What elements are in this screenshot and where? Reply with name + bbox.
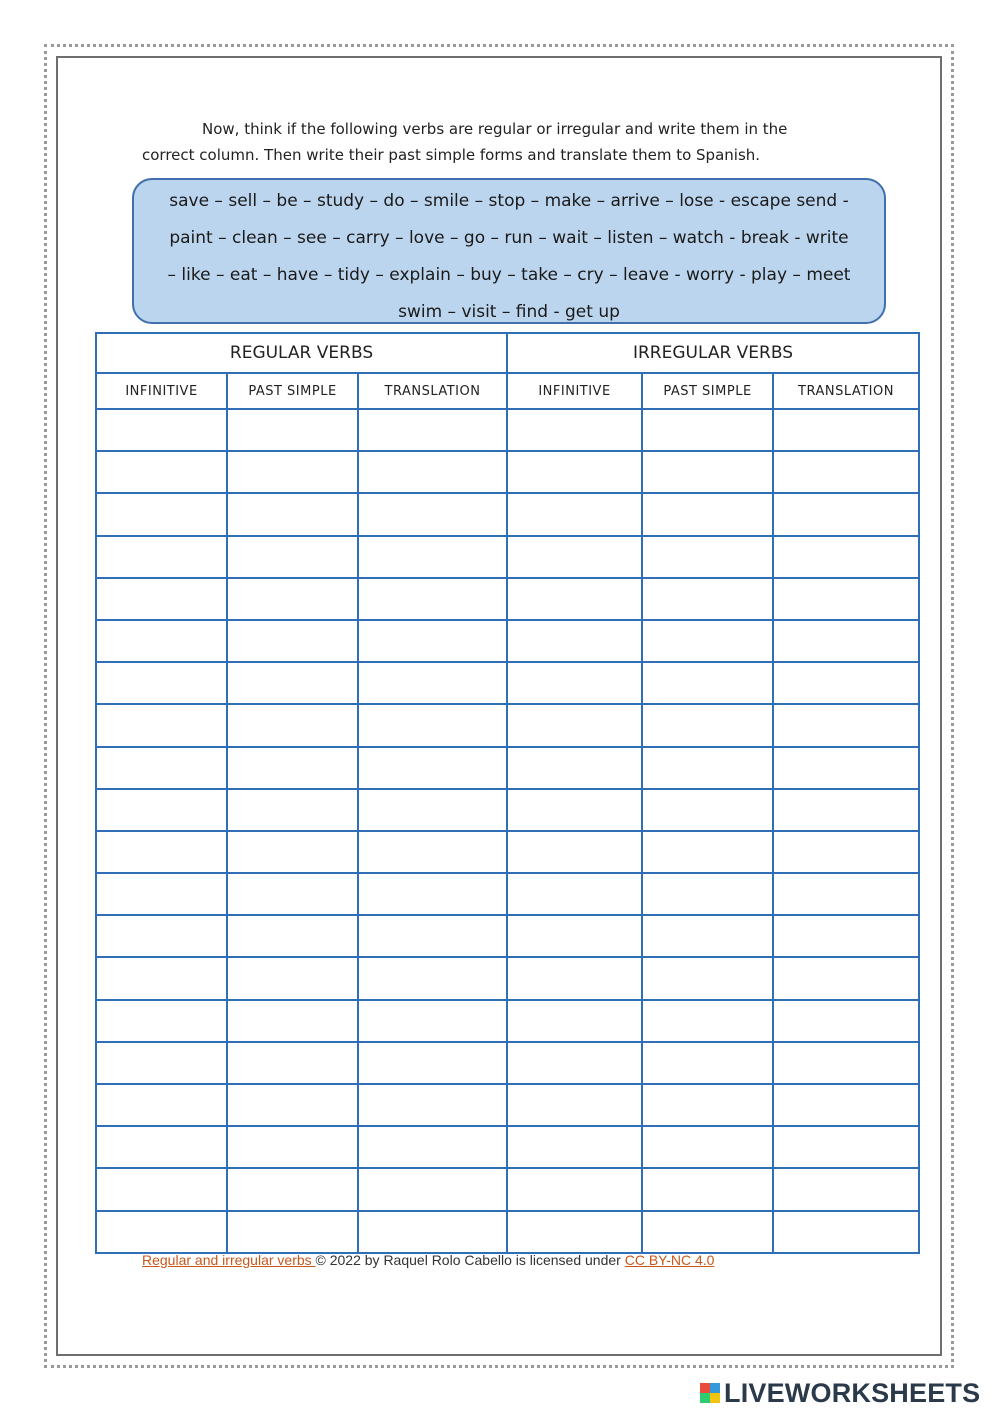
answer-cell[interactable] — [642, 747, 773, 789]
instructions — [142, 116, 842, 168]
answer-cell[interactable] — [507, 957, 642, 999]
answer-cell[interactable] — [358, 409, 507, 451]
answer-cell[interactable] — [96, 620, 227, 662]
brand-name: LIVEWORKSHEETS — [724, 1377, 981, 1408]
answer-cell[interactable] — [358, 1042, 507, 1084]
answer-cell[interactable] — [358, 1084, 507, 1126]
logo-square — [700, 1383, 710, 1393]
answer-cell[interactable] — [773, 1000, 919, 1042]
answer-cell[interactable] — [773, 536, 919, 578]
license-footer — [142, 1252, 714, 1268]
table-row — [96, 1211, 919, 1253]
answer-cell[interactable] — [227, 747, 358, 789]
table-row — [96, 1126, 919, 1168]
answer-cell[interactable] — [507, 1126, 642, 1168]
column-header-infinitive: INFINITIVE — [507, 373, 642, 409]
answer-cell[interactable] — [642, 620, 773, 662]
answer-cell[interactable] — [96, 915, 227, 957]
worksheet-title-link[interactable]: Regular and irregular verbs — [142, 1252, 316, 1268]
answer-cell[interactable] — [642, 704, 773, 746]
table-row — [96, 704, 919, 746]
answer-cell[interactable] — [358, 704, 507, 746]
verb-line: – like – eat – have – tidy – explain – buy – take – cry – leave - worry - play – meet — [167, 265, 851, 285]
answer-cell[interactable] — [642, 662, 773, 704]
answer-cell[interactable] — [96, 662, 227, 704]
answer-cell[interactable] — [358, 536, 507, 578]
answer-cell[interactable] — [642, 451, 773, 493]
answer-cell[interactable] — [227, 536, 358, 578]
answer-cell[interactable] — [773, 704, 919, 746]
answer-cell[interactable] — [507, 620, 642, 662]
answer-cell[interactable] — [96, 409, 227, 451]
verb-line: save – sell – be – study – do – smile – stop – make – arrive – lose - escape send - — [169, 191, 849, 211]
answer-cell[interactable] — [642, 578, 773, 620]
answer-cell[interactable] — [507, 662, 642, 704]
irregular-verbs-header: IRREGULAR VERBS — [507, 333, 919, 373]
answer-cell[interactable] — [642, 873, 773, 915]
table-body — [96, 409, 919, 1253]
table-row — [96, 831, 919, 873]
answer-cell[interactable] — [642, 1084, 773, 1126]
answer-cell[interactable] — [358, 747, 507, 789]
answer-cell[interactable] — [358, 662, 507, 704]
table-row — [96, 957, 919, 999]
answer-cell[interactable] — [358, 831, 507, 873]
answer-cell[interactable] — [507, 1168, 642, 1210]
answer-cell[interactable] — [227, 704, 358, 746]
answer-cell[interactable] — [507, 704, 642, 746]
table-row — [96, 1168, 919, 1210]
answer-cell[interactable] — [96, 873, 227, 915]
answer-cell[interactable] — [358, 957, 507, 999]
answer-cell[interactable] — [96, 1042, 227, 1084]
answer-cell[interactable] — [773, 493, 919, 535]
license-link[interactable]: CC BY-NC 4.0 — [624, 1252, 715, 1268]
answer-cell[interactable] — [358, 873, 507, 915]
answer-cell[interactable] — [642, 536, 773, 578]
answer-cell[interactable] — [358, 451, 507, 493]
answer-cell[interactable] — [773, 1168, 919, 1210]
answer-cell[interactable] — [358, 1000, 507, 1042]
answer-cell[interactable] — [96, 957, 227, 999]
table-row — [96, 451, 919, 493]
answer-cell[interactable] — [507, 873, 642, 915]
answer-cell[interactable] — [773, 1084, 919, 1126]
answer-cell[interactable] — [642, 789, 773, 831]
answer-cell[interactable] — [358, 493, 507, 535]
answer-cell[interactable] — [507, 1084, 642, 1126]
answer-cell[interactable] — [96, 451, 227, 493]
column-header-translation: TRANSLATION — [773, 373, 919, 409]
answer-cell[interactable] — [773, 1126, 919, 1168]
logo-square — [710, 1393, 720, 1403]
answer-cell[interactable] — [96, 1000, 227, 1042]
table-row — [96, 620, 919, 662]
answer-cell[interactable] — [507, 493, 642, 535]
answer-cell[interactable] — [227, 873, 358, 915]
answer-cell[interactable] — [227, 957, 358, 999]
answer-cell[interactable] — [96, 1126, 227, 1168]
answer-cell[interactable] — [96, 1168, 227, 1210]
answer-cell[interactable] — [96, 578, 227, 620]
answer-cell[interactable] — [358, 620, 507, 662]
table-row — [96, 1042, 919, 1084]
answer-cell[interactable] — [358, 1168, 507, 1210]
answer-cell[interactable] — [773, 957, 919, 999]
table-row — [96, 1000, 919, 1042]
answer-cell[interactable] — [642, 409, 773, 451]
answer-cell[interactable] — [507, 831, 642, 873]
answer-cell[interactable] — [227, 1000, 358, 1042]
answer-cell[interactable] — [773, 409, 919, 451]
liveworksheets-brand[interactable] — [700, 1378, 980, 1408]
answer-cell[interactable] — [96, 493, 227, 535]
answer-cell[interactable] — [227, 915, 358, 957]
answer-cell[interactable] — [642, 1168, 773, 1210]
answer-cell[interactable] — [358, 915, 507, 957]
regular-verbs-header: REGULAR VERBS — [96, 333, 507, 373]
answer-cell[interactable] — [507, 1000, 642, 1042]
verb-line: paint – clean – see – carry – love – go – run – wait – listen – watch - break - write — [169, 228, 849, 248]
license-text: © 2022 by Raquel Rolo Cabello is licensed under — [315, 1252, 625, 1268]
answer-cell[interactable] — [227, 493, 358, 535]
answer-cell[interactable] — [227, 1084, 358, 1126]
answer-cell[interactable] — [507, 536, 642, 578]
answer-cell[interactable] — [507, 451, 642, 493]
instructions-line-1: Now, think if the following verbs are regular or irregular and write them in the — [202, 120, 788, 138]
table-row — [96, 493, 919, 535]
answer-cell[interactable] — [358, 1126, 507, 1168]
table-row — [96, 409, 919, 451]
table-row — [96, 915, 919, 957]
answer-cell[interactable] — [227, 1126, 358, 1168]
answer-cell[interactable] — [642, 1042, 773, 1084]
answer-cell[interactable] — [227, 451, 358, 493]
answer-cell[interactable] — [773, 873, 919, 915]
answer-cell[interactable] — [642, 1126, 773, 1168]
answer-cell[interactable] — [642, 957, 773, 999]
answer-cell[interactable] — [507, 578, 642, 620]
table-row — [96, 747, 919, 789]
instructions-line-2: correct column. Then write their past simple forms and translate them to Spanish. — [142, 146, 761, 164]
answer-cell[interactable] — [773, 915, 919, 957]
table-row — [96, 873, 919, 915]
column-header-past-simple: PAST SIMPLE — [642, 373, 773, 409]
answer-cell[interactable] — [227, 789, 358, 831]
table-row — [96, 578, 919, 620]
answer-cell[interactable] — [642, 1211, 773, 1253]
liveworksheets-logo-icon — [700, 1383, 720, 1403]
verb-list-box — [132, 178, 886, 324]
answer-cell[interactable] — [642, 493, 773, 535]
answer-cell[interactable] — [358, 578, 507, 620]
answer-cell[interactable] — [773, 789, 919, 831]
answer-cell[interactable] — [96, 831, 227, 873]
answer-cell[interactable] — [507, 1042, 642, 1084]
logo-square — [700, 1393, 710, 1403]
answer-cell[interactable] — [358, 789, 507, 831]
table-row — [96, 662, 919, 704]
answer-cell[interactable] — [773, 578, 919, 620]
table-row — [96, 1084, 919, 1126]
column-header-past-simple: PAST SIMPLE — [227, 373, 358, 409]
answer-cell[interactable] — [227, 620, 358, 662]
verb-line: swim – visit – find - get up — [398, 302, 620, 322]
answer-cell[interactable] — [227, 831, 358, 873]
answer-cell[interactable] — [227, 409, 358, 451]
answer-cell[interactable] — [96, 704, 227, 746]
answer-cell[interactable] — [773, 620, 919, 662]
answer-cell[interactable] — [642, 831, 773, 873]
answer-cell[interactable] — [507, 1211, 642, 1253]
answer-cell[interactable] — [507, 789, 642, 831]
answer-cell[interactable] — [227, 1042, 358, 1084]
logo-square — [710, 1383, 720, 1393]
table-row — [96, 789, 919, 831]
answer-cell[interactable] — [642, 915, 773, 957]
answer-cell[interactable] — [96, 536, 227, 578]
answer-cell[interactable] — [773, 451, 919, 493]
answer-cell[interactable] — [642, 1000, 773, 1042]
column-header-translation: TRANSLATION — [358, 373, 507, 409]
answer-cell[interactable] — [96, 1211, 227, 1253]
answer-cell[interactable] — [507, 915, 642, 957]
table-row — [96, 536, 919, 578]
answer-cell[interactable] — [773, 662, 919, 704]
answer-cell[interactable] — [773, 1211, 919, 1253]
answer-cell[interactable] — [773, 747, 919, 789]
answer-cell[interactable] — [507, 747, 642, 789]
answer-cell[interactable] — [96, 1084, 227, 1126]
column-header-infinitive: INFINITIVE — [96, 373, 227, 409]
answer-cell[interactable] — [227, 662, 358, 704]
answer-cell[interactable] — [358, 1211, 507, 1253]
answer-cell[interactable] — [507, 409, 642, 451]
answer-cell[interactable] — [96, 747, 227, 789]
answer-cell[interactable] — [773, 831, 919, 873]
verbs-table — [95, 332, 920, 1254]
answer-cell[interactable] — [227, 1168, 358, 1210]
answer-cell[interactable] — [96, 789, 227, 831]
answer-cell[interactable] — [773, 1042, 919, 1084]
answer-cell[interactable] — [227, 578, 358, 620]
answer-cell[interactable] — [227, 1211, 358, 1253]
